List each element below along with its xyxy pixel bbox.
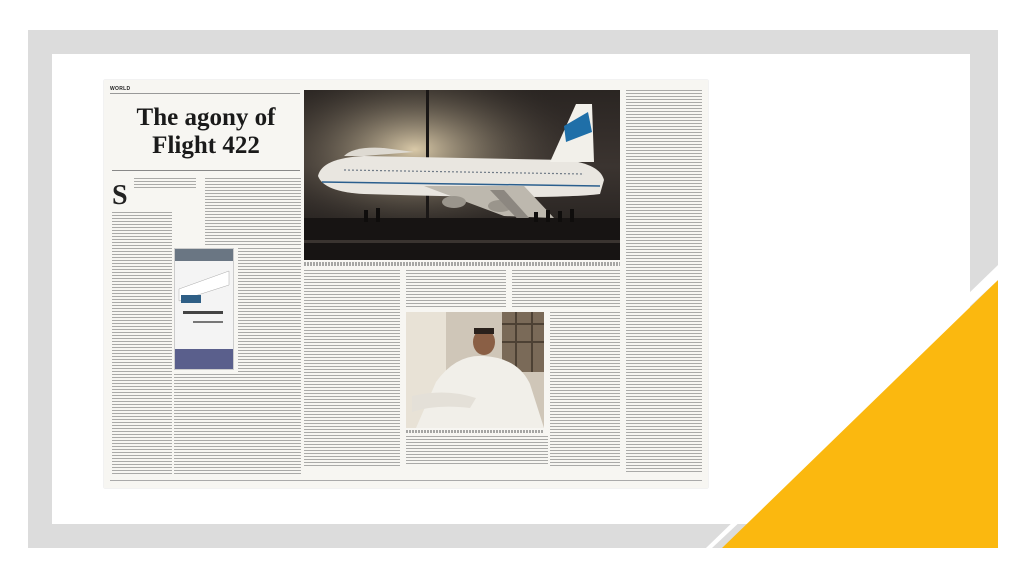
bed-photo-caption [406,430,544,433]
text-column-6 [626,90,702,474]
headline-line-1: The agony of [136,104,276,131]
text-column-3 [304,270,400,466]
hospital-bed-illustration [406,312,544,428]
jetliner-illustration [304,90,620,260]
jetliner-photo [304,90,620,260]
text-column-4a [406,270,506,308]
hospital-bed-photo [406,312,544,428]
text-column-4b [406,436,548,466]
headline-line-2: Flight 422 [152,132,260,159]
aircraft-tail-illustration [175,249,233,369]
magazine-spread [104,80,708,488]
text-column-2c [174,374,301,474]
text-column-1b [112,212,172,474]
main-photo-caption [304,262,620,266]
text-column-5b [550,312,620,466]
text-column-5a [512,270,620,308]
section-tag: WORLD [110,86,131,92]
drop-cap: S [112,180,128,211]
headline-rule [112,170,300,171]
text-column-2a [205,178,301,246]
text-column-2b [238,248,301,372]
footer-rule [110,480,702,481]
top-rule [110,93,300,94]
text-column-1a [134,178,196,190]
aircraft-tail-photo [174,248,234,370]
article-headline [112,104,300,160]
